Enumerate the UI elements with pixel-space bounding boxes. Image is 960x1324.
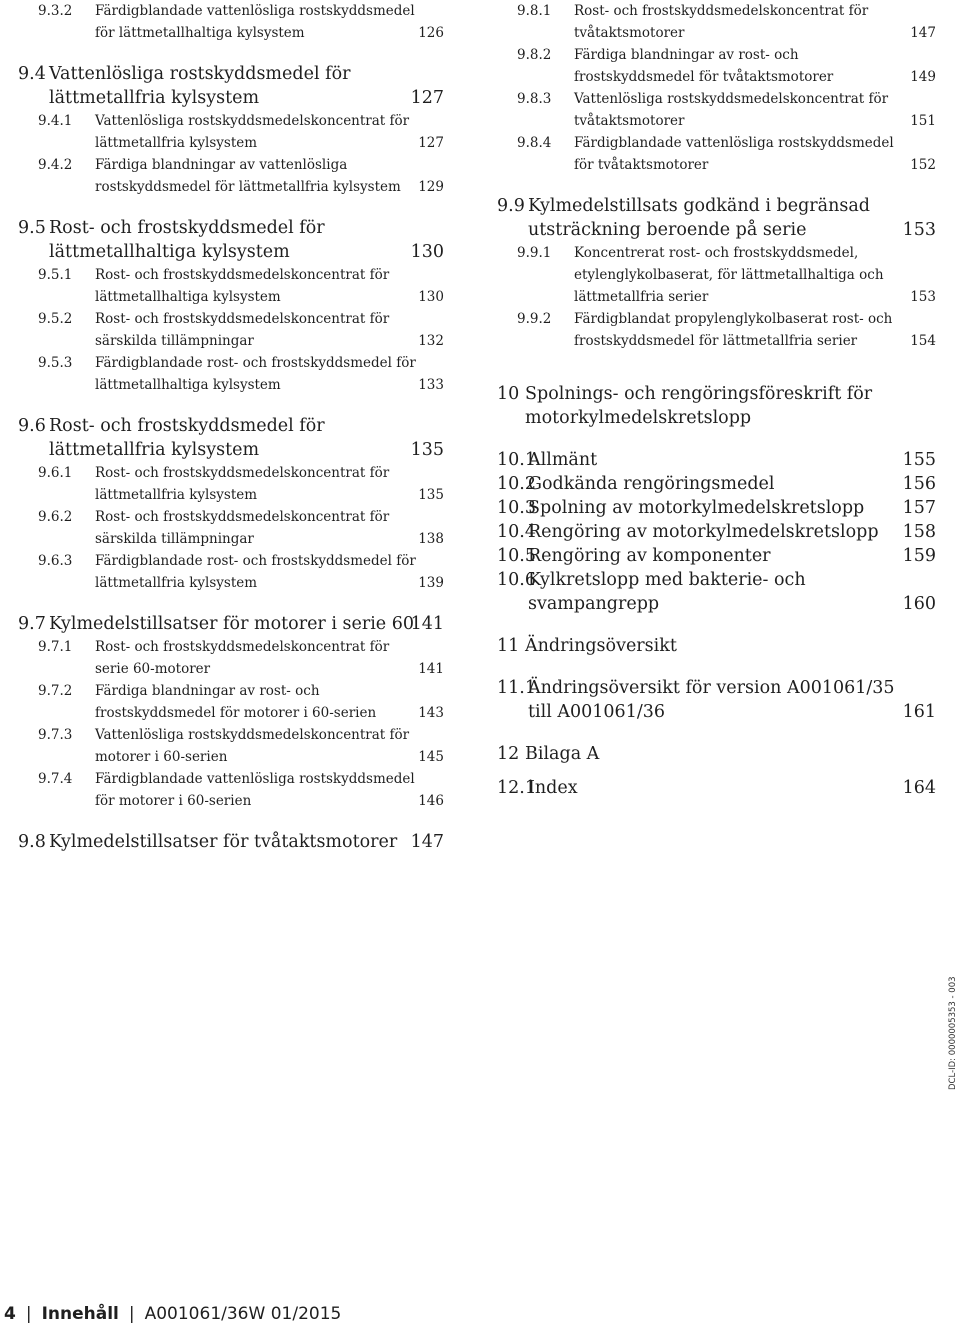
toc-entry[interactable]: [497, 242, 936, 308]
toc-entry[interactable]: [497, 568, 936, 616]
toc-entry[interactable]: [18, 0, 444, 44]
toc-entry-title: [18, 768, 444, 812]
toc-entry-title: [18, 724, 444, 768]
toc-entry[interactable]: [18, 636, 444, 680]
toc-entry[interactable]: [18, 154, 444, 198]
toc-entry[interactable]: [497, 676, 936, 724]
toc-entry-page: 155: [902, 450, 936, 470]
toc-entry-title: [18, 352, 444, 396]
toc-entry-page: 149: [910, 69, 936, 85]
toc-entry[interactable]: [18, 550, 444, 594]
toc-entry-title-line: Allmänt: [528, 450, 598, 470]
toc-entry-title: [18, 462, 444, 506]
toc-entry[interactable]: [18, 680, 444, 724]
toc-entry-title-line: Vattenlösliga rostskyddsmedelskoncentrat för: [574, 91, 889, 107]
toc-entry-title-line: Vattenlösliga rostskyddsmedelskoncentrat för: [95, 113, 410, 129]
toc-entry-title-line: Kylmedelstillsatser för motorer i serie 60: [49, 614, 414, 634]
toc-entry[interactable]: [18, 612, 444, 636]
toc-entry-title-line: Rost- och frostskyddsmedelskoncentrat för: [95, 465, 390, 481]
toc-entry[interactable]: [18, 724, 444, 768]
toc-entry-title-line: Färdigblandade vattenlösliga rostskyddsmedel: [95, 3, 415, 19]
toc-entry-title: [18, 680, 444, 724]
toc-entry-title: [497, 44, 936, 88]
toc-entry-title: [497, 496, 936, 520]
toc-entry-page: 159: [902, 546, 936, 566]
toc-entry[interactable]: [497, 742, 936, 766]
toc-entry-title-line: Färdiga blandningar av vattenlösliga: [95, 157, 348, 173]
toc-entry-title-line: Färdigblandade vattenlösliga rostskyddsmedel: [574, 135, 894, 151]
toc-entry[interactable]: [18, 830, 444, 854]
toc-entry[interactable]: [497, 194, 936, 242]
footer-page-number: 4: [4, 1304, 16, 1324]
toc-entry-number: 9.4.2: [38, 157, 73, 173]
toc-entry-number: 10.5: [497, 546, 536, 566]
toc-entry[interactable]: [497, 496, 936, 520]
toc-entry-page: 127: [418, 135, 444, 151]
toc-entry-title: [497, 132, 936, 176]
toc-entry-number: 9.6: [18, 416, 46, 436]
toc-entry-title: [18, 154, 444, 198]
toc-entry-number: 9.9.2: [517, 311, 552, 327]
toc-entry-title-line: serie 60-motorer: [95, 661, 211, 677]
toc-entry-title-line: etylenglykolbaserat, för lättmetallhaltiga och: [574, 267, 884, 283]
toc-entry-title: [18, 308, 444, 352]
toc-entry-title-line: Spolning av motorkylmedelskretslopp: [528, 498, 865, 518]
toc-column-right: [497, 0, 936, 800]
toc-entry[interactable]: [18, 462, 444, 506]
toc-entry-title-line: Rost- och frostskyddsmedelskoncentrat för: [95, 311, 390, 327]
toc-entry[interactable]: [497, 0, 936, 44]
toc-entry-title-line: Bilaga A: [525, 744, 600, 764]
toc-column-left: [18, 0, 444, 854]
toc-entry-title-line: lättmetallfria kylsystem: [49, 440, 260, 460]
toc-entry-number: 11.1: [497, 678, 536, 698]
toc-entry-page: 161: [902, 702, 936, 722]
toc-entry-title: [18, 636, 444, 680]
toc-entry-number: 9.8.2: [517, 47, 552, 63]
footer-separator: |: [128, 1304, 135, 1324]
toc-entry-title: [18, 62, 444, 110]
toc-entry-title: [18, 612, 444, 636]
toc-entry-number: 10: [497, 384, 520, 404]
toc-entry-title-line: lättmetallfria kylsystem: [49, 88, 260, 108]
toc-entry-title-line: Rengöring av komponenter: [528, 546, 771, 566]
toc-entry-title-line: Färdigblandat propylenglykolbaserat rost- och: [574, 311, 893, 327]
toc-entry-title-line: Färdigblandade rost- och frostskyddsmedel för: [95, 553, 416, 569]
toc-entry-number: 10.4: [497, 522, 536, 542]
toc-entry-number: 9.3.2: [38, 3, 73, 19]
toc-entry-title-line: lättmetallhaltiga kylsystem: [49, 242, 290, 262]
toc-entry-page: 130: [418, 289, 444, 305]
toc-entry-title: [497, 520, 936, 544]
toc-entry-page: 129: [418, 179, 444, 195]
toc-entry-title-line: Kylmedelstillsatser för tvåtaktsmotorer: [49, 832, 398, 852]
toc-entry-title: [497, 634, 936, 658]
toc-entry-page: 141: [410, 614, 444, 634]
toc-entry-number: 9.5.2: [38, 311, 73, 327]
toc-entry-title-line: lättmetallhaltiga kylsystem: [95, 289, 281, 305]
toc-entry-title-line: Färdigblandade vattenlösliga rostskyddsmedel: [95, 771, 415, 787]
toc-entry-page: 135: [418, 487, 444, 503]
toc-entry-title-line: tvåtaktsmotorer: [574, 25, 685, 41]
toc-entry[interactable]: [18, 352, 444, 396]
toc-entry-title-line: Kylkretslopp med bakterie- och: [528, 570, 806, 590]
toc-entry-title-line: motorer i 60-serien: [95, 749, 228, 765]
toc-entry-title-line: Kylmedelstillsats godkänd i begränsad: [528, 196, 870, 216]
toc-entry-page: 164: [902, 778, 936, 798]
toc-entry-number: 10.1: [497, 450, 536, 470]
toc-entry-title: [18, 110, 444, 154]
footer-separator: |: [25, 1304, 32, 1324]
toc-entry-title: [497, 0, 936, 44]
toc-entry-title: [497, 88, 936, 132]
footer-section: Innehåll: [41, 1304, 119, 1324]
toc-entry[interactable]: [18, 308, 444, 352]
toc-entry-title-line: särskilda tillämpningar: [95, 333, 254, 349]
toc-entry-page: 160: [902, 594, 936, 614]
toc-entry[interactable]: [18, 506, 444, 550]
toc-entry-number: 12: [497, 744, 520, 764]
toc-entry-page: 145: [418, 749, 444, 765]
toc-entry-number: 10.6: [497, 570, 536, 590]
toc-entry-title: [497, 676, 936, 724]
toc-entry-number: 9.7.3: [38, 727, 73, 743]
toc-entry-title: [497, 568, 936, 616]
toc-entry-title: [497, 448, 936, 472]
toc-entry-title: [497, 776, 936, 800]
toc-entry-title: [18, 830, 444, 854]
toc-entry-number: 9.4: [18, 64, 46, 84]
toc-entry-title-line: Färdiga blandningar av rost- och: [95, 683, 320, 699]
toc-entry-title: [497, 308, 936, 352]
toc-entry-title-line: motorkylmedelskretslopp: [525, 408, 752, 428]
toc-entry-title-line: Spolnings- och rengöringsföreskrift för: [525, 384, 873, 404]
toc-entry[interactable]: [18, 414, 444, 462]
toc-entry-page: 143: [418, 705, 444, 721]
toc-entry[interactable]: [18, 216, 444, 264]
toc-entry-number: 9.8.1: [517, 3, 552, 19]
toc-entry[interactable]: [497, 308, 936, 352]
side-document-id: DCL-ID: 0000005353 - 003: [948, 976, 958, 1090]
toc-entry-title-line: lättmetallfria kylsystem: [95, 487, 258, 503]
toc-entry-title-line: Färdiga blandningar av rost- och: [574, 47, 799, 63]
toc-entry-page: 147: [910, 25, 936, 41]
toc-entry-number: 9.7.4: [38, 771, 73, 787]
toc-entry-title: [497, 472, 936, 496]
toc-entry-number: 9.9.1: [517, 245, 552, 261]
toc-entry[interactable]: [18, 110, 444, 154]
toc-entry-number: 9.7.1: [38, 639, 73, 655]
toc-entry-page: 130: [410, 242, 444, 262]
toc-entry[interactable]: [18, 264, 444, 308]
toc-entry-title-line: för motorer i 60-serien: [95, 793, 252, 809]
toc-entry-title-line: Ändringsöversikt: [525, 636, 677, 656]
toc-entry-title-line: frostskyddsmedel för tvåtaktsmotorer: [574, 69, 834, 85]
toc-entry-page: 158: [902, 522, 936, 542]
toc-entry-title: [18, 414, 444, 462]
toc-entry-page: 127: [410, 88, 444, 108]
toc-entry-title: [497, 742, 936, 766]
toc-entry-number: 11: [497, 636, 520, 656]
toc-entry-title: [497, 194, 936, 242]
toc-entry-number: 10.3: [497, 498, 536, 518]
toc-entry-title: [18, 550, 444, 594]
toc-entry-title-line: lättmetallfria serier: [574, 289, 709, 305]
toc-entry-title: [497, 242, 936, 308]
toc-entry-page: 153: [902, 220, 936, 240]
toc-entry-page: 151: [910, 113, 936, 129]
toc-entry[interactable]: [497, 520, 936, 544]
toc-entry-title: [18, 0, 444, 44]
toc-entry-page: 156: [902, 474, 936, 494]
toc-entry-title-line: Index: [528, 778, 578, 798]
toc-entry-title-line: Vattenlösliga rostskyddsmedel för: [49, 64, 351, 84]
toc-entry-page: 138: [418, 531, 444, 547]
toc-entry-title: [18, 506, 444, 550]
footer-doc-code: A001061/36W 01/2015: [144, 1304, 342, 1324]
toc-entry-title-line: särskilda tillämpningar: [95, 531, 254, 547]
toc-entry[interactable]: [497, 448, 936, 472]
toc-entry-page: 146: [418, 793, 444, 809]
toc-entry-title-line: för tvåtaktsmotorer: [574, 157, 709, 173]
toc-entry-page: 132: [418, 333, 444, 349]
toc-entry-title-line: Rost- och frostskyddsmedelskoncentrat för: [95, 509, 390, 525]
toc-entry-title-line: lättmetallhaltiga kylsystem: [95, 377, 281, 393]
toc-entry-title-line: rostskyddsmedel för lättmetallfria kylsystem: [95, 179, 401, 195]
toc-entry-page: 126: [418, 25, 444, 41]
toc-entry-number: 9.7.2: [38, 683, 73, 699]
toc-entry-page: 157: [902, 498, 936, 518]
toc-entry-number: 9.5.1: [38, 267, 73, 283]
toc-entry-title: [497, 544, 936, 568]
toc-entry[interactable]: [497, 634, 936, 658]
toc-entry-title-line: Ändringsöversikt för version A001061/35: [528, 678, 895, 698]
toc-entry-number: 9.9: [497, 196, 525, 216]
toc-entry-page: 154: [910, 333, 936, 349]
toc-entry[interactable]: [497, 132, 936, 176]
toc-entry-title-line: Rost- och frostskyddsmedel för: [49, 416, 325, 436]
toc-entry-title: [18, 216, 444, 264]
toc-entry-page: 153: [910, 289, 936, 305]
toc-entry-title-line: lättmetallfria kylsystem: [95, 575, 258, 591]
toc-entry-title: [18, 264, 444, 308]
toc-entry[interactable]: [497, 88, 936, 132]
toc-entry-title-line: Koncentrerat rost- och frostskyddsmedel,: [574, 245, 859, 261]
toc-entry-number: 9.8: [18, 832, 46, 852]
toc-entry-page: 141: [418, 661, 444, 677]
toc-entry-title-line: lättmetallfria kylsystem: [95, 135, 258, 151]
toc-entry-page: 133: [418, 377, 444, 393]
toc-entry-title-line: Rost- och frostskyddsmedel för: [49, 218, 325, 238]
toc-entry-number: 9.6.1: [38, 465, 73, 481]
toc-entry-title-line: Rengöring av motorkylmedelskretslopp: [528, 522, 879, 542]
toc-entry-title-line: Färdigblandade rost- och frostskyddsmedel för: [95, 355, 416, 371]
toc-entry[interactable]: [497, 544, 936, 568]
toc-entry-title-line: tvåtaktsmotorer: [574, 113, 685, 129]
toc-entry-title-line: för lättmetallhaltiga kylsystem: [95, 25, 305, 41]
toc-entry-title-line: Vattenlösliga rostskyddsmedelskoncentrat för: [95, 727, 410, 743]
toc-entry[interactable]: [497, 382, 936, 430]
toc-entry-title-line: utsträckning beroende på serie: [528, 220, 807, 240]
toc-entry[interactable]: [497, 44, 936, 88]
toc-entry-number: 9.6.2: [38, 509, 73, 525]
toc-entry-title-line: Rost- och frostskyddsmedelskoncentrat för: [95, 267, 390, 283]
toc-entry-number: 10.2: [497, 474, 536, 494]
toc-entry[interactable]: [497, 472, 936, 496]
toc-entry-title-line: frostskyddsmedel för lättmetallfria serier: [574, 333, 858, 349]
toc-entry-number: 12.1: [497, 778, 536, 798]
toc-entry-title-line: Rost- och frostskyddsmedelskoncentrat för: [95, 639, 390, 655]
toc-entry-number: 9.6.3: [38, 553, 73, 569]
toc-entry-title-line: Godkända rengöringsmedel: [528, 474, 775, 494]
toc-entry-title-line: Rost- och frostskyddsmedelskoncentrat för: [574, 3, 869, 19]
toc-entry-title-line: till A001061/36: [528, 702, 665, 722]
toc-entry-page: 139: [418, 575, 444, 591]
page-footer: [4, 1304, 341, 1324]
toc-entry-title: [497, 382, 936, 430]
toc-entry-title-line: svampangrepp: [528, 594, 660, 614]
toc-entry[interactable]: [497, 776, 936, 800]
toc-entry-number: 9.5.3: [38, 355, 73, 371]
toc-entry-number: 9.7: [18, 614, 46, 634]
toc-entry-title-line: frostskyddsmedel för motorer i 60-serien: [95, 705, 377, 721]
toc-entry-page: 152: [910, 157, 936, 173]
toc-entry-number: 9.8.3: [517, 91, 552, 107]
toc-entry-number: 9.5: [18, 218, 46, 238]
toc-entry-number: 9.4.1: [38, 113, 73, 129]
toc-entry-number: 9.8.4: [517, 135, 552, 151]
toc-entry-page: 135: [410, 440, 444, 460]
toc-entry-page: 147: [410, 832, 444, 852]
toc-entry[interactable]: [18, 768, 444, 812]
toc-entry[interactable]: [18, 62, 444, 110]
